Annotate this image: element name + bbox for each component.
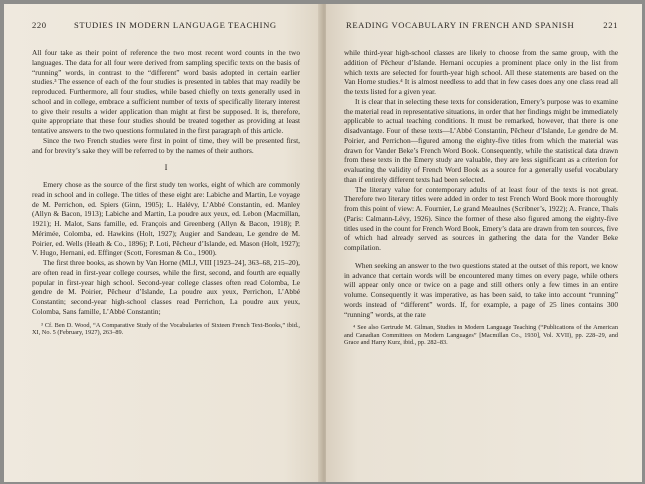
right-running-title: READING VOCABULARY IN FRENCH AND SPANISH	[346, 20, 575, 30]
left-body	[32, 48, 300, 337]
left-page	[4, 4, 322, 482]
section-number: I	[164, 162, 168, 173]
right-paragraph: while third-year high-school classes are likely to choose from the same group, with the addition of Pêcheur d’Islande. Hernani occupies a prominent place only in the list from which texts are selected for fourth-year high school. All these statements are based on the Van Horne studies.⁴ It is almost needless to add that in few cases does any one class read all the texts listed for a given year.	[344, 48, 618, 96]
right-page-number: 221	[603, 20, 618, 30]
left-paragraph: All four take as their point of reference the two most recent word counts in the two languages. The data for all four were derived from sampling specific texts on the basis of “running” words, in contrast to the “different” word basis adopted in certain earlier studies.³ The essence of each of the four studies is presented in tables that may readily be reproduced. Furthermore, all four studies, while based chiefly on texts generally used in school and in college, embrace a sufficient number of texts of specifically literary interest to give their results a wider application than might at first be supposed. It is, therefore, quite appropriate that these four studies should be treated together as providing at least tentative answers to the two questions formulated in the first paragraph of this article.	[32, 48, 300, 135]
left-section-paragraph: Emery chose as the source of the first study ten works, eight of which are commonly read in school and in college. The titles of these eight are: Labiche and Martin, Le voyage de M. Perrichon, ed. Spiers (Ginn, 1905); L. Halévy, L’Abbé Constantin, ed. Manley (Allyn & Bacon, 1913); Labiche and Martin, La poudre aux yeux, ed. Lebon (Macmillan, 1921); H. Malot, Sans famille, ed. François and Greenberg (Allyn & Bacon, 1918); P. Mérimée, Colomba, ed. Hawkins (Holt, 1927); Augier and Sandeau, Le gendre de M. Poirier, ed. Wells (Heath & Co., 1896); P. Loti, Pêcheur d’Islande, ed. Mason (Holt, 1927); V. Hugo, Hernani, ed. Effinger (Scott, Foresman & Co., 1900).	[32, 180, 300, 258]
book-spread	[4, 4, 642, 482]
left-section-paragraph: The first three books, as shown by Van Horne (MLJ, VIII [1923–24], 363–68, 215–20), are often read in first-year college courses, while the first, second, and fourth are equally popular in first-year high school. Second-year college classes often read Colomba, Le gendre de M. Poirier, Pêcheur d’Islande, La poudre aux yeux, Perrichon, L’Abbé Constantin; second-year high-school classes read Perrichon, La poudre aux yeux, Colomba, Sans famille, L’Abbé Constantin;	[32, 258, 300, 316]
left-running-title: STUDIES IN MODERN LANGUAGE TEACHING	[74, 20, 277, 30]
right-body	[344, 48, 618, 347]
right-page	[326, 4, 642, 482]
right-paragraph: The literary value for contemporary adults of at least four of the texts is not great. Therefore two literary titles were added in order to test French Word Book more thoroughly from this point of view: A. Fournier, Le grand Meaulnes (Scribner’s, 1922); A. France, Thaïs (Paris: Calmann-Lévy, 1926). Since the former of these also figured among the eighty-five titles used in the count for French Word Book, Emery’s data are drawn from ten sources, five of which had already served as sources in gathering the data for the Vander Beke compilation.	[344, 184, 618, 252]
right-footnote: ⁴ See also Gertrude M. Gilman, Studies in Modern Language Teaching (“Publications of the American and Canadian Committees on Modern Languages” [Macmillan Co., 1930], Vol. XVII), pp. 228–29, and Grace and Harry Kurz, ibid., pp. 282–83.	[344, 324, 618, 347]
left-paragraph: Since the two French studies were first in point of time, they will be presented first, and for brevity’s sake they will be referred to by the names of their authors.	[32, 135, 300, 155]
right-running-head	[346, 20, 618, 32]
left-running-head	[32, 20, 300, 32]
left-page-number: 220	[32, 20, 47, 30]
left-footnote: ³ Cf. Ben D. Wood, “A Comparative Study of the Vocabularies of Sixteen French Text-Books,” ibid., XI, No. 5 (February, 1927), 263–89.	[32, 321, 300, 337]
right-paragraph: When seeking an answer to the two questions stated at the outset of this report, we know in advance that certain words will be encountered many times on every page, while others will appear only once or twice on a page and still others only a few times in an entire volume. Consequently it was imperative, as has been said, to take into account “running” words instead of “different” words. If, for example, a page of 25 lines contains 300 “running” words, at the rate	[344, 260, 618, 319]
paragraph-gap	[344, 253, 618, 261]
right-paragraph: It is clear that in selecting these texts for consideration, Emery’s purpose was to examine the material read in representative situations, in order that her findings might be immediately applicable to actual teaching conditions. It must be remarked, however, that there is one disadvantage. Four of these texts—L’Abbé Constantin, Pêcheur d’Islande, Le gendre de M. Poirier, and Perrichon—figured among the eighty-five titles from which the material was drawn for Vander Beke’s French Word Book. Consequently, while the statistical data drawn from these texts in the Emery study are valuable, they are less significant as a criterion for evaluating the validity of French Word Book as a source for a generally useful vocabulary than if entirely different texts had been selected.	[344, 96, 618, 184]
